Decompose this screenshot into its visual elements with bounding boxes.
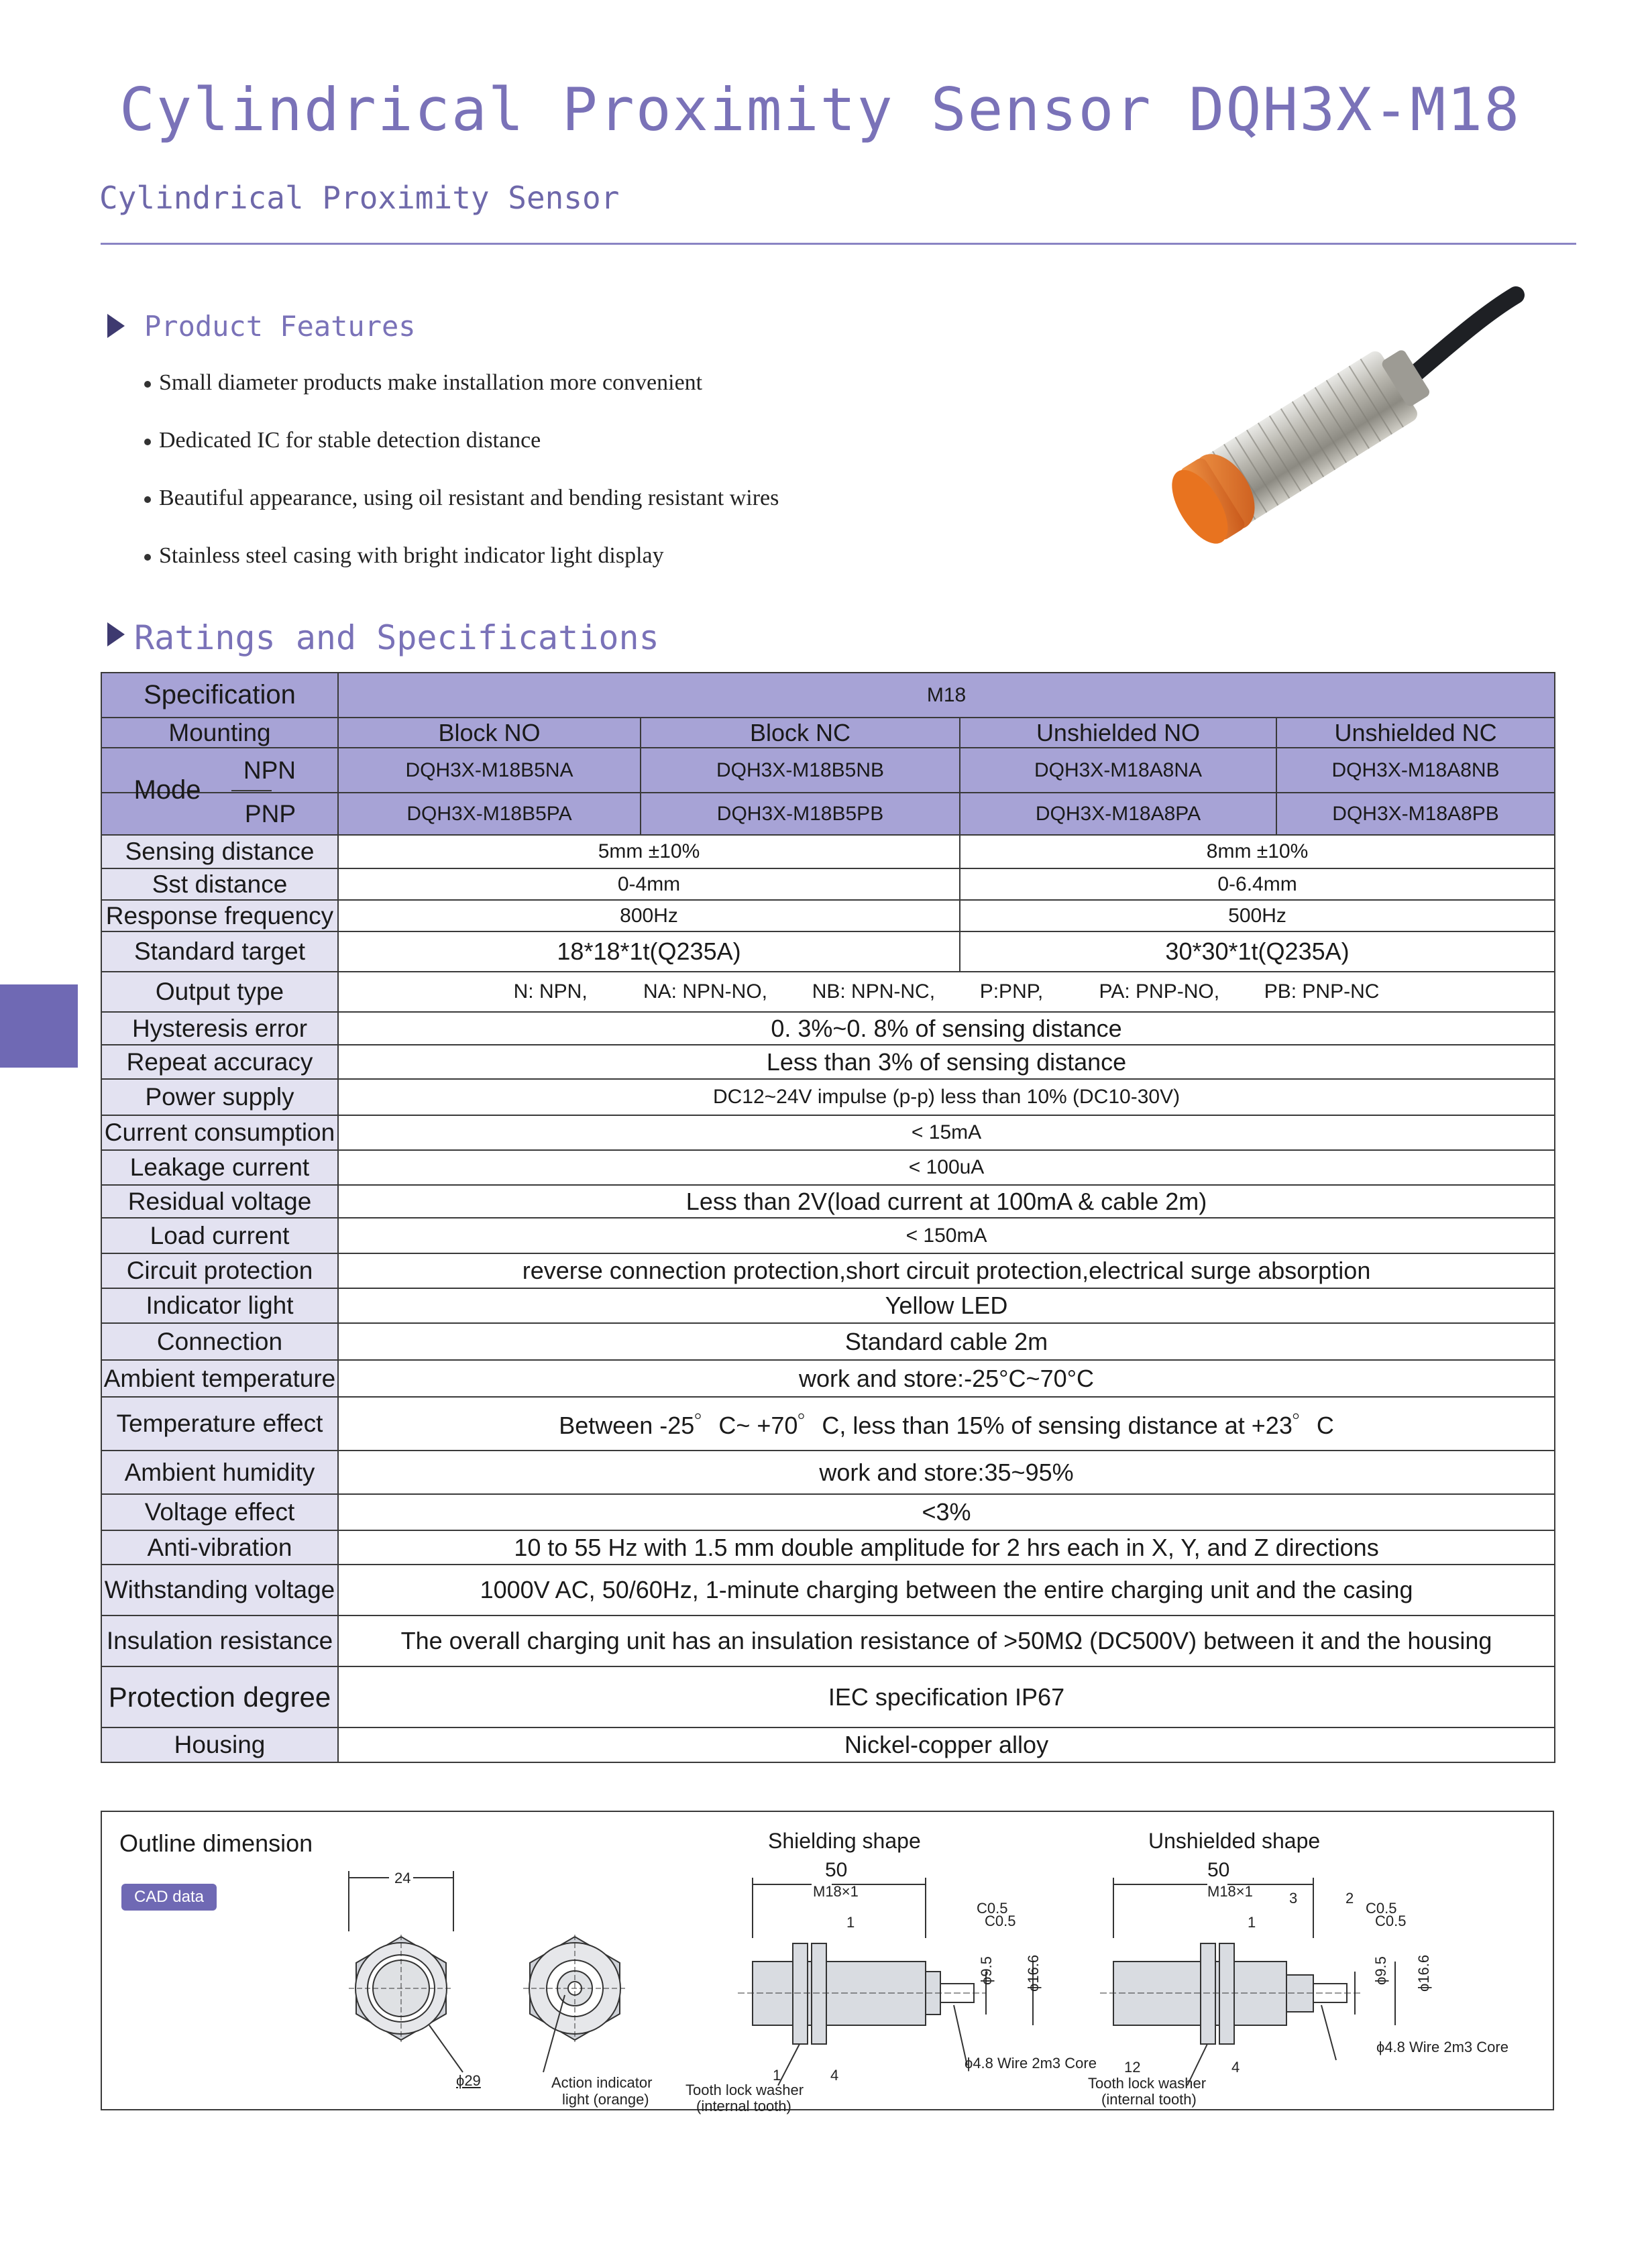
- dim-label: 1: [846, 1914, 855, 1931]
- annotation-label: Tooth lock washer: [1088, 2075, 1207, 2092]
- table-row: [101, 1115, 1555, 1150]
- shielding-shape-drawing: [738, 1864, 1113, 2086]
- dim-label: 1: [773, 2067, 781, 2084]
- outline-title: Outline dimension: [119, 1829, 313, 1857]
- row-value: 0. 3%~0. 8% of sensing distance: [338, 1012, 1555, 1045]
- row-value: 10 to 55 Hz with 1.5 mm double amplitude for 2 hrs each in X, Y, and Z directions: [338, 1530, 1555, 1565]
- table-row: [101, 673, 1555, 718]
- dim-label: 50: [1207, 1859, 1230, 1881]
- cad-data-button[interactable]: CAD data: [121, 1884, 217, 1911]
- table-row: [101, 931, 1555, 972]
- row-value: DC12~24V impulse (p-p) less than 10% (DC10-30V): [338, 1079, 1555, 1115]
- row-label: Output type: [101, 972, 338, 1012]
- row-label: Hysteresis error: [101, 1012, 338, 1045]
- bullet-icon: [144, 496, 151, 503]
- row-label: Insulation resistance: [101, 1615, 338, 1666]
- model-cell: DQH3X-M18B5PB: [641, 793, 960, 835]
- dim-label: 50: [825, 1859, 848, 1881]
- mode-label: Mode: [133, 775, 201, 805]
- row-label: Protection degree: [101, 1666, 338, 1727]
- front-view-drawings: [322, 1851, 671, 2106]
- row-label: Repeat accuracy: [101, 1045, 338, 1079]
- table-row: [101, 1397, 1555, 1451]
- feature-item: Dedicated IC for stable detection distance: [144, 428, 541, 453]
- wire-label: ϕ4.8 Wire 2m3 Core: [1376, 2039, 1508, 2055]
- row-value: 0-6.4mm: [960, 868, 1555, 900]
- table-row: [101, 1079, 1555, 1115]
- row-value: Nickel-copper alloy: [338, 1727, 1555, 1762]
- table-row: [101, 1012, 1555, 1045]
- annotation-label: (internal tooth): [1101, 2091, 1197, 2108]
- feature-item: Beautiful appearance, using oil resistant and bending resistant wires: [144, 486, 779, 511]
- row-value: work and store:35~95%: [338, 1451, 1555, 1494]
- bullet-icon: [144, 381, 151, 388]
- table-row: [101, 1494, 1555, 1530]
- feature-item: Small diameter products make installation more convenient: [144, 370, 702, 396]
- features-heading: Product Features: [144, 310, 416, 343]
- dim-label: 12: [1124, 2059, 1141, 2076]
- row-label: Standard target: [101, 931, 338, 972]
- table-row: [101, 1451, 1555, 1494]
- model-cell: DQH3X-M18A8NA: [960, 748, 1276, 793]
- row-label: Response frequency: [101, 900, 338, 931]
- table-row: [101, 1150, 1555, 1185]
- annotation-label: Action indicator: [551, 2074, 653, 2091]
- model-cell: DQH3X-M18A8PA: [960, 793, 1276, 835]
- page-subtitle: Cylindrical Proximity Sensor: [99, 180, 620, 216]
- row-label: Residual voltage: [101, 1185, 338, 1218]
- row-value: reverse connection protection,short circuit protection,electrical surge absorption: [338, 1253, 1555, 1288]
- npn-label: NPN: [243, 756, 296, 784]
- chamfer-label: C0.5: [985, 1913, 1016, 1929]
- row-label: Circuit protection: [101, 1253, 338, 1288]
- row-value: Between -25゜C~ +70゜C, less than 15% of sensing distance at +23゜C: [338, 1397, 1555, 1451]
- page-side-tab: [0, 984, 78, 1068]
- table-row: [101, 1288, 1555, 1323]
- specifications-table: [101, 672, 1555, 1763]
- section-triangle-icon: [107, 622, 125, 646]
- table-row: [101, 900, 1555, 931]
- mounting-label-cell: Mounting: [101, 718, 338, 748]
- dim-label: 2: [1345, 1890, 1354, 1907]
- table-row: [101, 748, 1555, 793]
- dim-label: ϕ16.6: [1415, 1954, 1432, 1992]
- dim-label: 24: [394, 1870, 411, 1886]
- row-value: 8mm ±10%: [960, 835, 1555, 868]
- row-label: Housing: [101, 1727, 338, 1762]
- model-cell: DQH3X-M18B5NA: [338, 748, 641, 793]
- row-label: Load current: [101, 1218, 338, 1253]
- model-cell: DQH3X-M18A8NB: [1276, 748, 1555, 793]
- row-label: Power supply: [101, 1079, 338, 1115]
- spec-label-cell: Specification: [101, 673, 338, 718]
- mode-divider: [231, 790, 272, 791]
- section-triangle-icon: [107, 314, 125, 338]
- row-value: N: NPN, NA: NPN-NO, NB: NPN-NC, P:PNP, PA: PNP-NO, PB: PNP-NC: [338, 972, 1555, 1012]
- row-value: 1000V AC, 50/60Hz, 1-minute charging between the entire charging unit and the casing: [338, 1565, 1555, 1615]
- row-value: 500Hz: [960, 900, 1555, 931]
- dim-label: ϕ16.6: [1025, 1954, 1042, 1992]
- bullet-icon: [144, 439, 151, 445]
- header-divider: [101, 243, 1576, 245]
- row-label: Ambient humidity: [101, 1451, 338, 1494]
- row-value: Yellow LED: [338, 1288, 1555, 1323]
- dim-label: ϕ9.5: [978, 1956, 995, 1985]
- annotation-label: light (orange): [562, 2091, 649, 2108]
- row-label: Leakage current: [101, 1150, 338, 1185]
- row-value: Less than 3% of sensing distance: [338, 1045, 1555, 1079]
- unshield-title: Unshielded shape: [1148, 1829, 1321, 1853]
- row-value: 18*18*1t(Q235A): [338, 931, 960, 972]
- row-value: 800Hz: [338, 900, 960, 931]
- row-value: < 15mA: [338, 1115, 1555, 1150]
- page-title: Cylindrical Proximity Sensor DQH3X-M18: [119, 75, 1521, 144]
- chamfer-label: C0.5: [1366, 1900, 1397, 1917]
- dim-label: 4: [1231, 2059, 1240, 2076]
- row-value: The overall charging unit has an insulation resistance of >50MΩ (DC500V) between it and the housing: [338, 1615, 1555, 1666]
- table-row: [101, 1253, 1555, 1288]
- chamfer-label: C0.5: [977, 1900, 1008, 1917]
- dim-label: ϕ29: [456, 2072, 481, 2089]
- dim-label: 4: [830, 2067, 839, 2084]
- mounting-cell: Unshielded NO: [960, 718, 1276, 748]
- table-row: [101, 972, 1555, 1012]
- table-row: [101, 1218, 1555, 1253]
- row-label: Ambient temperature: [101, 1360, 338, 1397]
- pnp-label: PNP: [244, 799, 296, 828]
- row-label: Withstanding voltage: [101, 1565, 338, 1615]
- model-cell: DQH3X-M18B5PA: [338, 793, 641, 835]
- table-row: [101, 1045, 1555, 1079]
- chamfer-label: C0.5: [1375, 1913, 1407, 1929]
- table-row: [101, 1185, 1555, 1218]
- thread-label: M18×1: [1207, 1883, 1253, 1900]
- annotation-label: (internal tooth): [696, 2098, 791, 2114]
- table-row: [101, 793, 1555, 835]
- row-label: Temperature effect: [101, 1397, 338, 1451]
- bullet-icon: [144, 554, 151, 561]
- sensor-product-image: [1167, 282, 1529, 590]
- row-value: work and store:-25°C~70°C: [338, 1360, 1555, 1397]
- mounting-cell: Block NC: [641, 718, 960, 748]
- row-label: Sst distance: [101, 868, 338, 900]
- row-value: Standard cable 2m: [338, 1323, 1555, 1360]
- table-row: [101, 718, 1555, 748]
- row-value: 5mm ±10%: [338, 835, 960, 868]
- dim-label: 3: [1289, 1890, 1298, 1907]
- table-row: [101, 1530, 1555, 1565]
- row-value: <3%: [338, 1494, 1555, 1530]
- table-row: [101, 1615, 1555, 1666]
- model-cell: DQH3X-M18B5NB: [641, 748, 960, 793]
- annotation-label: Tooth lock washer: [685, 2082, 804, 2098]
- spec-value-cell: M18: [338, 673, 1555, 718]
- row-value: < 150mA: [338, 1218, 1555, 1253]
- table-row: [101, 1565, 1555, 1615]
- row-value: 0-4mm: [338, 868, 960, 900]
- row-label: Current consumption: [101, 1115, 338, 1150]
- row-label: Anti-vibration: [101, 1530, 338, 1565]
- row-label: Indicator light: [101, 1288, 338, 1323]
- table-row: [101, 1360, 1555, 1397]
- row-value: 30*30*1t(Q235A): [960, 931, 1555, 972]
- row-label: Voltage effect: [101, 1494, 338, 1530]
- model-cell: DQH3X-M18A8PB: [1276, 793, 1555, 835]
- dim-label: 1: [1248, 1914, 1256, 1931]
- table-row: [101, 1727, 1555, 1762]
- wire-label: ϕ4.8 Wire 2m3 Core: [965, 2055, 1097, 2072]
- table-row: [101, 835, 1555, 868]
- row-label: Sensing distance: [101, 835, 338, 868]
- table-row: [101, 1666, 1555, 1727]
- feature-item: Stainless steel casing with bright indicator light display: [144, 543, 664, 569]
- row-value: Less than 2V(load current at 100mA & cable 2m): [338, 1185, 1555, 1218]
- table-row: [101, 1323, 1555, 1360]
- ratings-heading: Ratings and Specifications: [134, 618, 659, 657]
- row-label: Connection: [101, 1323, 338, 1360]
- mounting-cell: Unshielded NC: [1276, 718, 1555, 748]
- dim-label: ϕ9.5: [1372, 1956, 1389, 1985]
- row-value: < 100uA: [338, 1150, 1555, 1185]
- mounting-cell: Block NO: [338, 718, 641, 748]
- shield-title: Shielding shape: [768, 1829, 921, 1853]
- table-row: [101, 868, 1555, 900]
- thread-label: M18×1: [813, 1883, 859, 1900]
- row-value: IEC specification IP67: [338, 1666, 1555, 1727]
